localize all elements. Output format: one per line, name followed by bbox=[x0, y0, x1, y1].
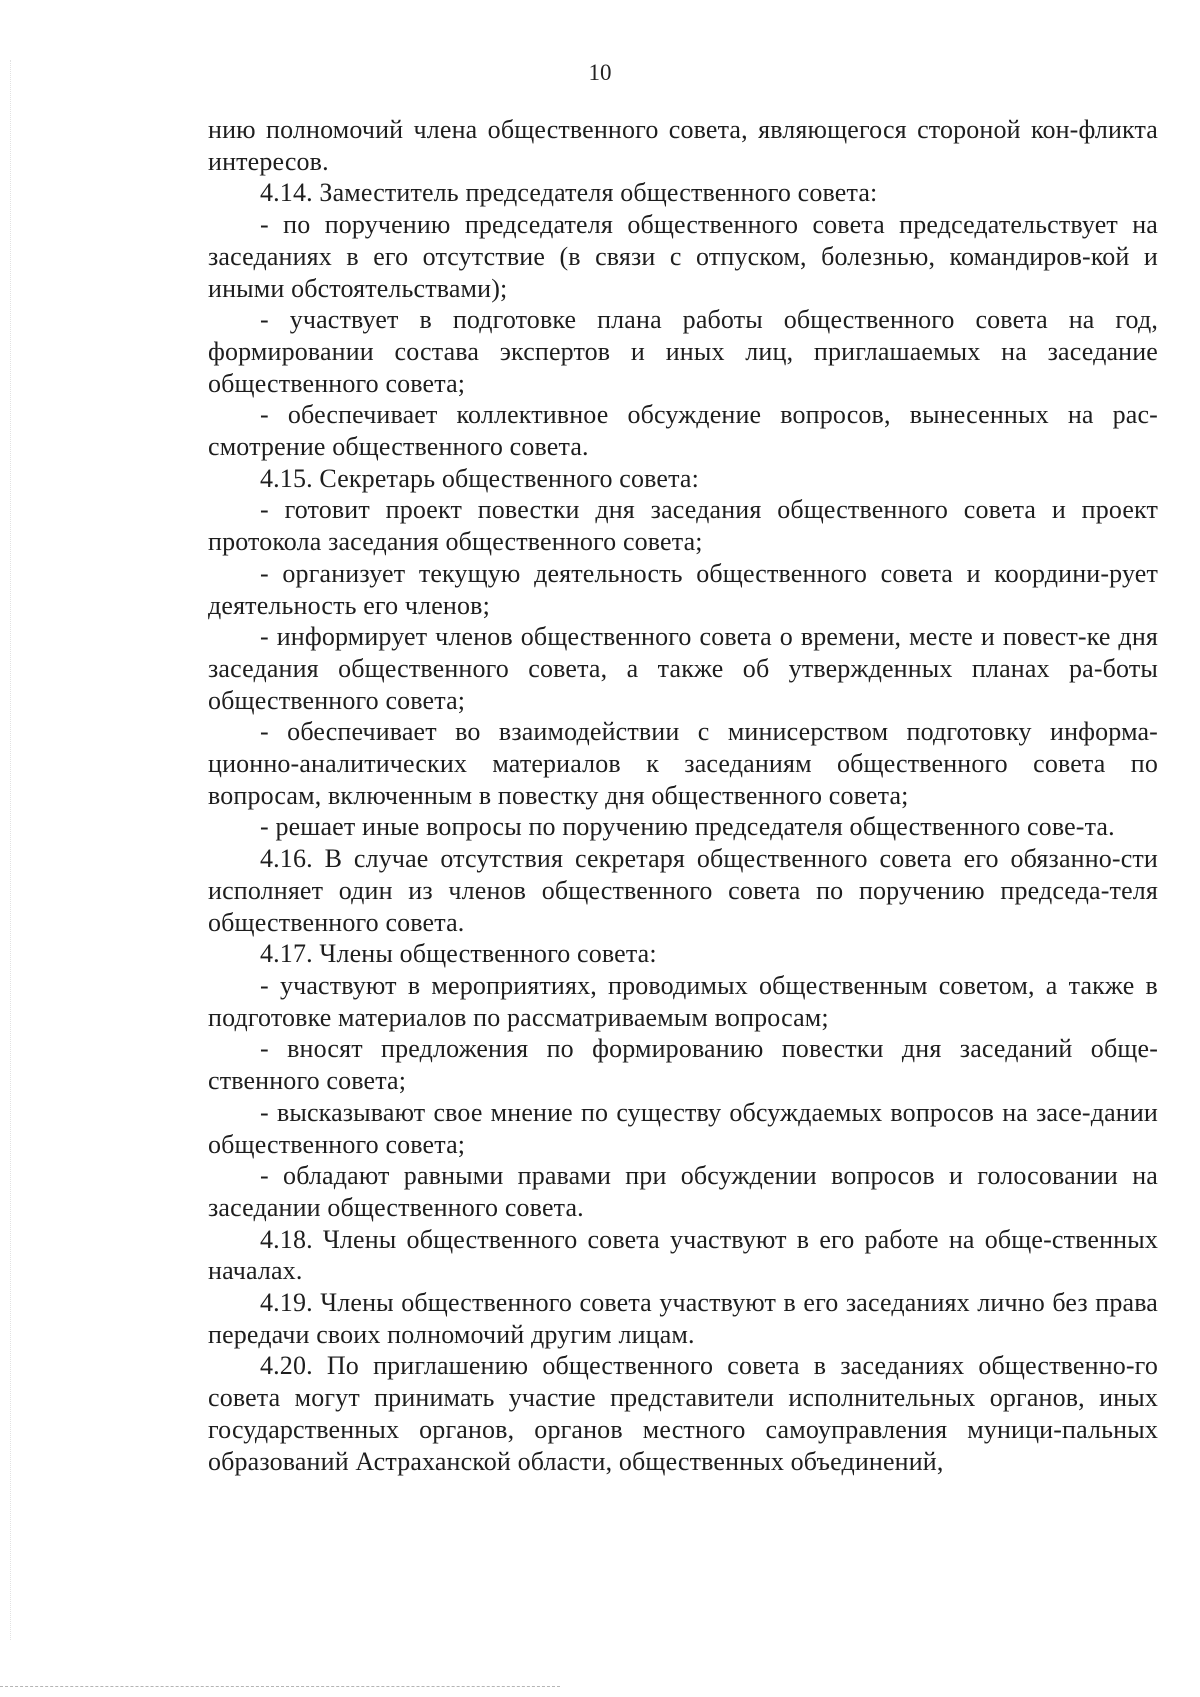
paragraph-item: - участвуют в мероприятиях, проводимых общественным советом, а также в подготовке материалов по рассматриваемым вопросам; bbox=[208, 970, 1158, 1032]
document-body bbox=[208, 114, 1158, 1477]
paragraph-section-4-17: 4.17. Члены общественного совета: bbox=[260, 939, 657, 969]
page-number: 10 bbox=[588, 60, 612, 85]
paragraph-item: - готовит проект повестки дня заседания общественного совета и проект протокола заседания общественного совета; bbox=[208, 495, 1158, 557]
paragraph-section-4-20: 4.20. По приглашению общественного совета в заседаниях общественно-го совета могут принимать участие представители исполнительных органов, иных государственных органов, органов местного самоуправления муници-пальных образований Астраханской области, общественных объединений, bbox=[208, 1351, 1158, 1476]
scan-bottom-rule bbox=[0, 1686, 560, 1687]
paragraph-section-4-18: 4.18. Члены общественного совета участвуют в его работе на обще-ственных началах. bbox=[208, 1224, 1158, 1286]
paragraph-section-4-19: 4.19. Члены общественного совета участвуют в его заседаниях лично без права передачи своих полномочий другим лицам. bbox=[208, 1288, 1158, 1349]
paragraph-item: - участвует в подготовке плана работы общественного совета на год, формировании состава экспертов и иных лиц, приглашаемых на заседание общественного совета; bbox=[208, 305, 1158, 398]
paragraph-item: - обеспечивает коллективное обсуждение вопросов, вынесенных на рас-смотрение общественного совета. bbox=[208, 400, 1158, 462]
paragraph-section-4-14: 4.14. Заместитель председателя общественного совета: bbox=[260, 178, 878, 208]
paragraph-item: - вносят предложения по формированию повестки дня заседаний обще-ственного совета; bbox=[208, 1034, 1158, 1096]
paragraph-continuation: нию полномочий члена общественного совета, являющегося стороной кон-фликта интересов. bbox=[208, 115, 1158, 176]
paragraph-item: - по поручению председателя общественного совета председательствует на заседаниях в его отсутствие (в связи с отпуском, болезнью, командиров-кой и иными обстоятельствами); bbox=[208, 210, 1158, 303]
paragraph-item: - решает иные вопросы по поручению председателя общественного сове-та. bbox=[260, 812, 1115, 842]
paragraph-item: - обеспечивает во взаимодействии с минисерством подготовку информа-ционно-аналитических материалов к заседаниям общественного совета по вопросам, включенным в повестку дня общественного совета; bbox=[208, 717, 1158, 810]
scan-edge-mark bbox=[10, 60, 11, 1640]
paragraph-item: - обладают равными правами при обсуждении вопросов и голосовании на заседании общественного совета. bbox=[208, 1161, 1158, 1222]
paragraph-section-4-16: 4.16. В случае отсутствия секретаря общественного совета его обязанно-сти исполняет один из членов общественного совета по поручению председа-теля общественного совета. bbox=[208, 844, 1158, 937]
paragraph-item: - информирует членов общественного совета о времени, месте и повест-ке дня заседания общественного совета, а также об утвержденных планах ра-боты общественного совета; bbox=[208, 622, 1158, 715]
paragraph-item: - высказывают свое мнение по существу обсуждаемых вопросов на засе-дании общественного совета; bbox=[208, 1097, 1158, 1159]
paragraph-section-4-15: 4.15. Секретарь общественного совета: bbox=[260, 463, 699, 493]
paragraph-item: - организует текущую деятельность общественного совета и координи-рует деятельность его членов; bbox=[208, 558, 1158, 620]
